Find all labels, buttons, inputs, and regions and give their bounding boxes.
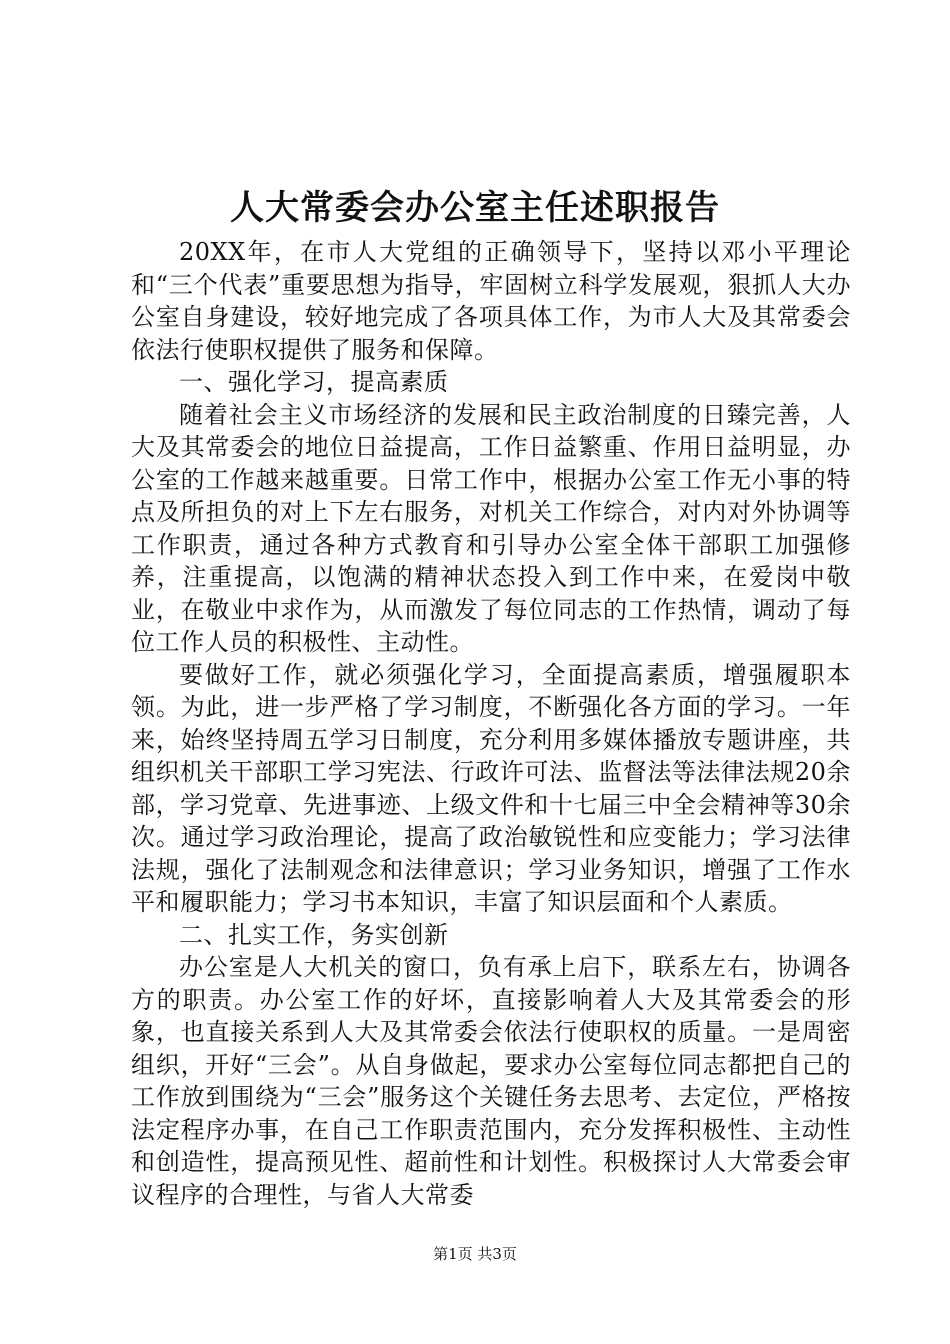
page-number-footer: 第1页 共3页 [433, 1245, 517, 1263]
paragraph-1: 随着社会主义市场经济的发展和民主政治制度的日臻完善，人大及其常委会的地位日益提高，工作日益繁重、作用日益明显，办公室的工作越来越重要。日常工作中，根据办公室工作无小事的特点及所担负的对上下左右服务，对机关工作综合，对内对外协调等工作职责，通过各种方式教育和引导办公室全体干部职工加强修养，注重提高，以饱满的精神状态投入到工作中来，在爱岗中敬业，在敬业中求作为，从而激发了每位同志的工作热情，调动了每位工作人员的积极性、主动性。 [131, 400, 851, 656]
section-heading-2: 二、扎实工作，务实创新 [179, 920, 449, 949]
document-title: 人大常委会办公室主任述职报告 [230, 188, 720, 228]
document-body [131, 236, 851, 1211]
paragraph-intro: 20XX年，在市人大党组的正确领导下，坚持以邓小平理论和“三个代表”重要思想为指导，牢固树立科学发展观，狠抓人大办公室自身建设，较好地完成了各项具体工作，为市人大及其常委会依法行使职权提供了服务和保障。 [131, 238, 851, 364]
paragraph-3: 办公室是人大机关的窗口，负有承上启下，联系左右，协调各方的职责。办公室工作的好坏，直接影响着人大及其常委会的形象，也直接关系到人大及其常委会依法行使职权的质量。一是周密组织，开好“三会”。从自身做起，要求办公室每位同志都把自己的工作放到围绕为“三会”服务这个关键任务去思考、去定位，严格按法定程序办事，在自己工作职责范围内，充分发挥积极性、主动性和创造性，提高预见性、超前性和计划性。积极探讨人大常委会审议程序的合理性，与省人大常委 [131, 953, 851, 1209]
paragraph-2: 要做好工作，就必须强化学习，全面提高素质，增强履职本领。为此，进一步严格了学习制度，不断强化各方面的学习。一年来，始终坚持周五学习日制度，充分利用多媒体播放专题讲座，共组织机关干部职工学习宪法、行政许可法、监督法等法律法规20余部，学习党章、先进事迹、上级文件和十七届三中全会精神等30余次。通过学习政治理论，提高了政治敏锐性和应变能力；学习法律法规，强化了法制观念和法律意识；学习业务知识，增强了工作水平和履职能力；学习书本知识，丰富了知识层面和个人素质。 [131, 660, 851, 916]
section-heading-1: 一、强化学习，提高素质 [179, 368, 449, 396]
